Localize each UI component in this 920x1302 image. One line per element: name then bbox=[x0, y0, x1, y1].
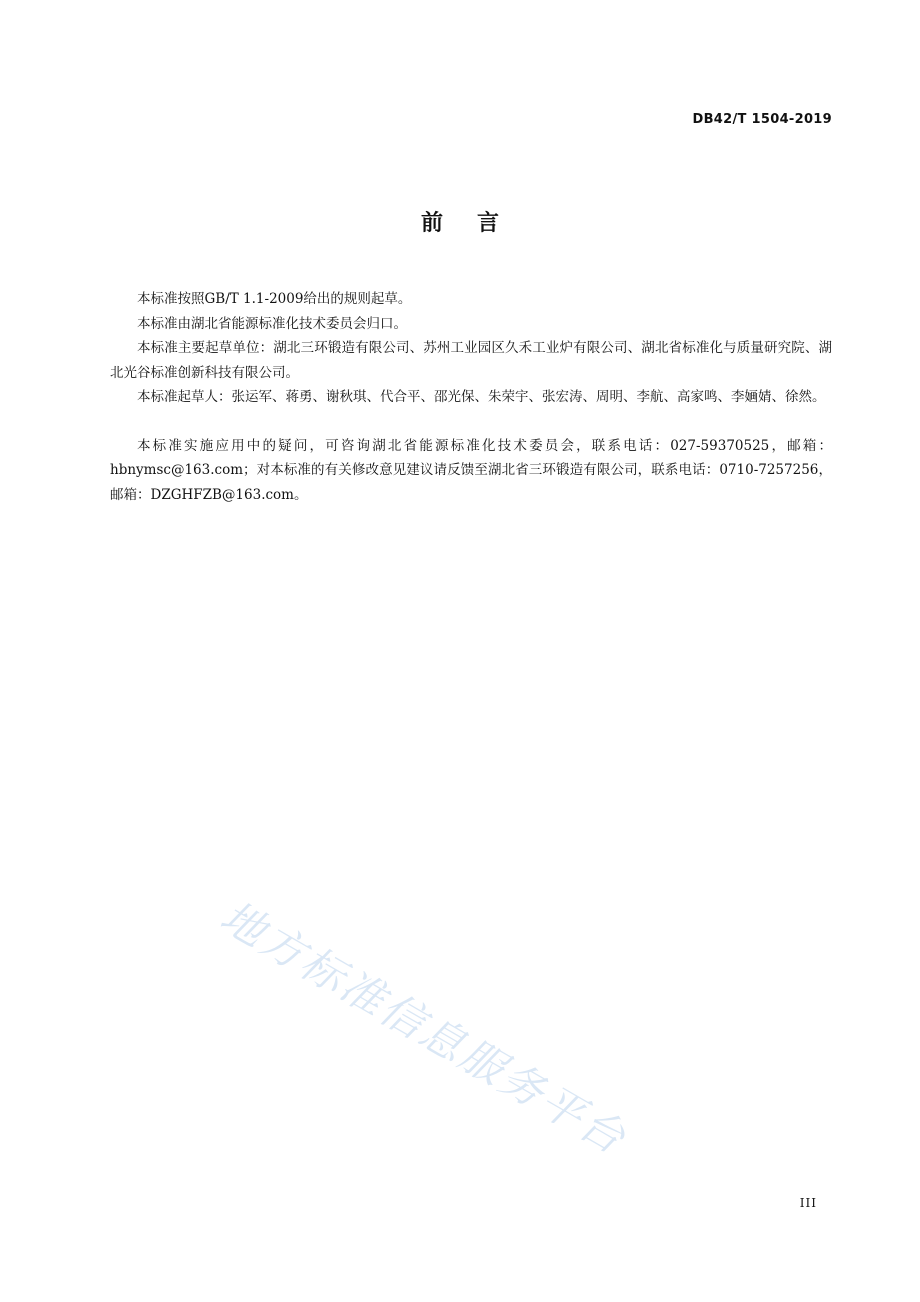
document-code: DB42/T 1504-2019 bbox=[692, 112, 832, 127]
foreword-body bbox=[110, 287, 832, 507]
paragraph-committee: 本标准由湖北省能源标准化技术委员会归口。 bbox=[137, 315, 407, 332]
paragraph-drafters: 本标准起草人：张运军、蒋勇、谢秋琪、代合平、邵光保、朱荣宇、张宏涛、周明、李航、高家鸣、李婳婧、徐然。 bbox=[137, 389, 826, 405]
page-number: III bbox=[799, 1196, 817, 1210]
paragraph-drafting-rules: 本标准按照GB/T 1.1-2009给出的规则起草。 bbox=[137, 291, 412, 307]
section-title: 前言 bbox=[420, 211, 533, 236]
paragraph-contact: 本标准实施应用中的疑问，可咨询湖北省能源标准化技术委员会，联系电话：027-59370525，邮箱：hbnymsc@163.com；对本标准的有关修改意见建议请反馈至湖北省三环锻造有限公司，联系电话：0710-7257256，邮箱：DZGHFZB@163.com。 bbox=[110, 437, 832, 503]
watermark: 地方标准信息服务平台 bbox=[211, 891, 636, 1166]
paragraph-drafting-units: 本标准主要起草单位：湖北三环锻造有限公司、苏州工业园区久禾工业炉有限公司、湖北省标准化与质量研究院、湖北光谷标准创新科技有限公司。 bbox=[110, 340, 832, 381]
